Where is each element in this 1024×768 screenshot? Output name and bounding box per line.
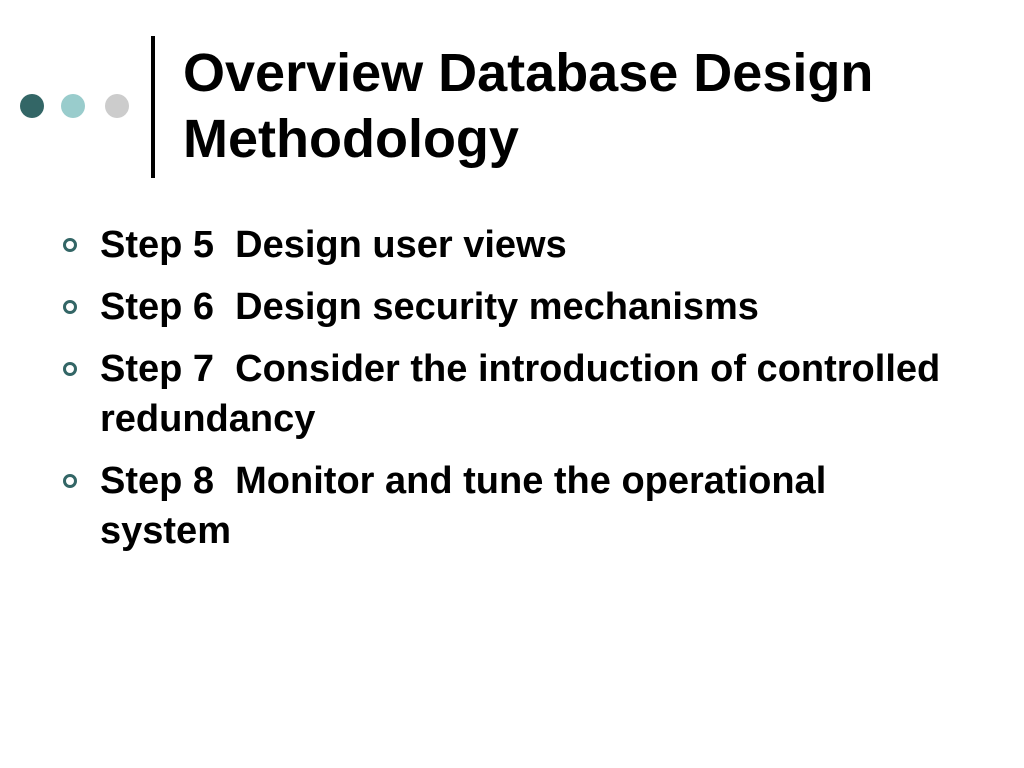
hollow-circle-bullet-icon [62,220,100,270]
bullet-text: Step 5 Design user views [100,224,567,266]
bullet-item [62,282,962,332]
hollow-circle-bullet-icon [62,344,100,394]
bullet-item [62,344,962,444]
bullet-text: Step 6 Design security mechanisms [100,286,759,328]
dark-teal-dot-icon [20,94,44,118]
hollow-circle-bullet-icon [62,456,100,506]
bullet-text: Step 7 Consider the introduction of controlled redundancy [100,348,951,440]
hollow-circle-bullet-icon [62,282,100,332]
bullet-text: Step 8 Monitor and tune the operational system [100,460,837,552]
light-teal-dot-icon [61,94,85,118]
slide-title: Overview Database Design Methodology [183,43,874,169]
decorative-dots [0,0,140,200]
gray-dot-icon [105,94,129,118]
title-divider-line [151,36,155,178]
bullet-item [62,220,962,270]
bullet-list [62,220,962,568]
bullet-item [62,456,962,556]
